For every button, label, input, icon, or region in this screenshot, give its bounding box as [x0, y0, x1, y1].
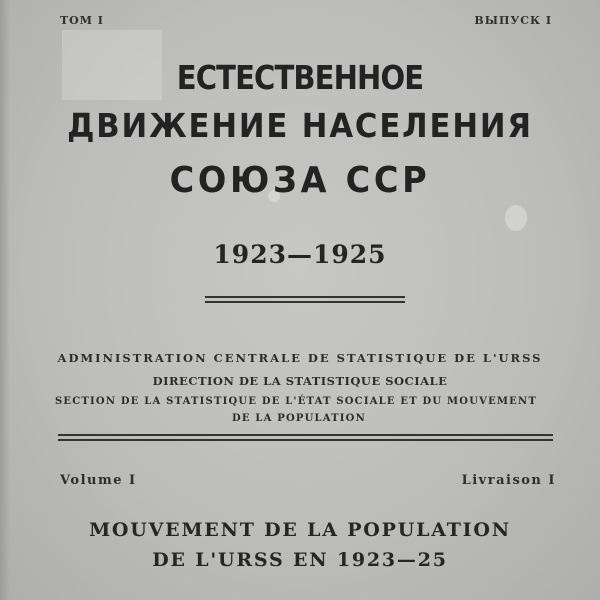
admin-line-1: ADMINISTRATION CENTRALE DE STATISTIQUE DE L'URSS: [57, 351, 543, 365]
years-range: 1923—1925: [213, 240, 387, 269]
page-edge-shadow: [0, 0, 10, 600]
divider-middle-upper: [58, 434, 553, 436]
admin-line-2: DIRECTION DE LA STATISTIQUE SOCIALE: [152, 374, 448, 388]
divider-middle-lower: [58, 439, 553, 441]
title-line-3: СОЮЗА ССР: [169, 160, 431, 201]
title-line-1: ЕСТЕСТВЕННОЕ: [176, 58, 424, 97]
volume-label: Volume I: [60, 473, 137, 488]
title-line-2: ДВИЖЕНИЕ НАСЕЛЕНИЯ: [67, 106, 533, 145]
french-title-line-1: MOUVEMENT DE LA POPULATION: [89, 519, 511, 541]
divider-top-lower: [205, 301, 405, 303]
admin-line-4: DE LA POPULATION: [232, 413, 366, 424]
livraison-label: Livraison I: [461, 473, 556, 488]
admin-line-3: SECTION DE LA STATISTIQUE DE L'ÉTAT SOCIALE ET DU MOUVEMENT: [55, 396, 537, 407]
tome-label: ТОМ I: [60, 14, 104, 27]
divider-top-upper: [205, 296, 405, 298]
issue-label: ВЫПУСК I: [474, 14, 552, 27]
paper-stain: [505, 205, 527, 231]
french-title-line-2: DE L'URSS EN 1923—25: [152, 549, 448, 571]
